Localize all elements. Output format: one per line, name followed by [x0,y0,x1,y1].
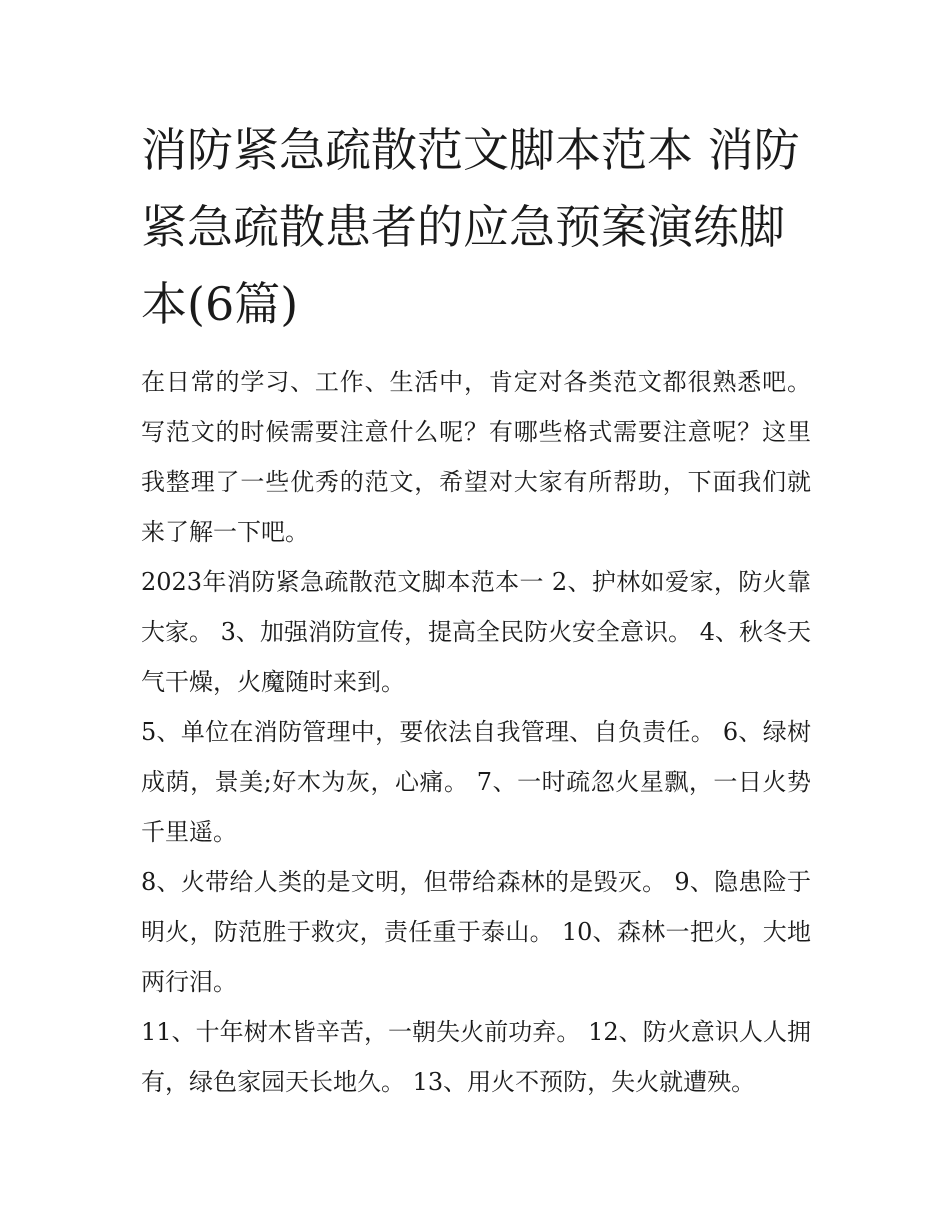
paragraph-intro: 在日常的学习、工作、生活中，肯定对各类范文都很熟悉吧。写范文的时候需要注意什么呢？有哪些格式需要注意呢？这里我整理了一些优秀的范文，希望对大家有所帮助，下面我们就来了解一下吧。 [141,368,811,546]
paragraph-slogans-2: 5、单位在消防管理中，要依法自我管理、自负责任。 6、绿树成荫，景美;好木为灰，心痛。 7、一时疏忽火星飘，一日火势千里遥。 [141,718,811,846]
paragraph-slogans-4: 11、十年树木皆辛苦，一朝失火前功弃。 12、防火意识人人拥有，绿色家园天长地久。 13、用火不预防，失火就遭殃。 [141,1018,811,1096]
document-title: 消防紧急疏散范文脚本范本 消防紧急疏散患者的应急预案演练脚本(6篇) [141,123,800,331]
paragraph-slogans-3: 8、火带给人类的是文明，但带给森林的是毁灭。 9、隐患险于明火，防范胜于救灾，责任重于泰山。 10、森林一把火，大地两行泪。 [141,868,811,996]
document-page [141,112,811,1107]
paragraph-slogans-1: 2023年消防紧急疏散范文脚本范本一 2、护林如爱家，防火靠大家。 3、加强消防宣传，提高全民防火安全意识。 4、秋冬天气干燥，火魔随时来到。 [141,568,811,696]
